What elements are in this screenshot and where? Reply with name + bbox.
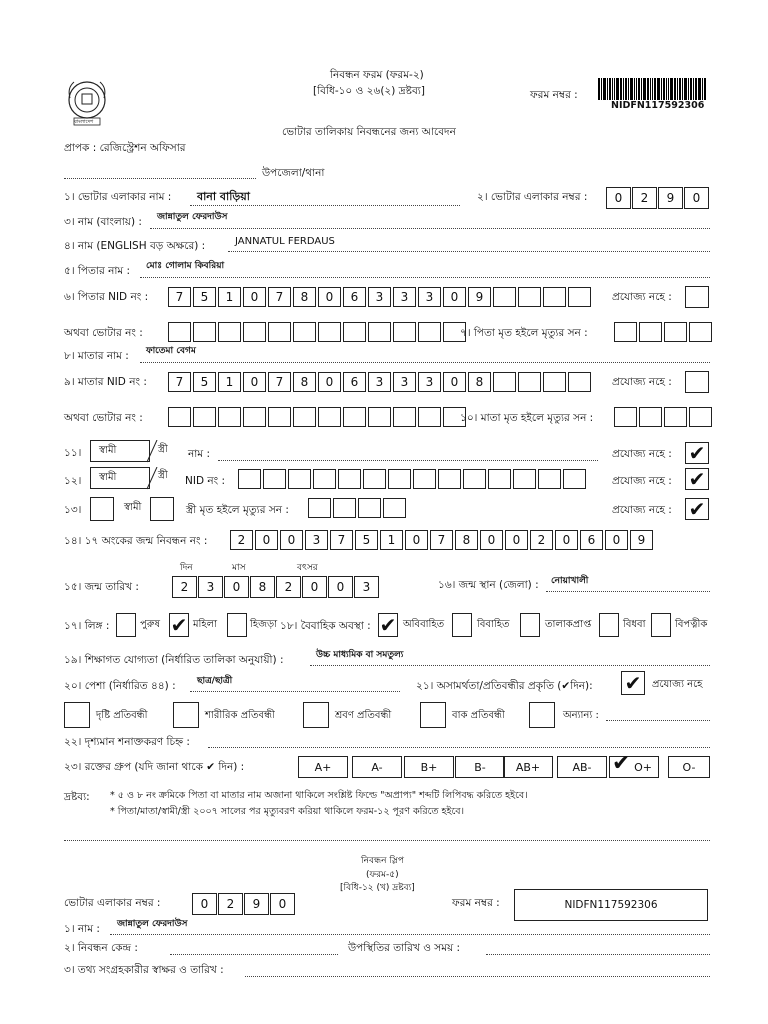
- digit-cell: [308, 498, 331, 518]
- digit-cell: [413, 469, 436, 489]
- speech-disability-checkbox[interactable]: [420, 702, 446, 728]
- father-voter-no-grid[interactable]: [168, 322, 468, 342]
- blood-group-label-text: ২৩। রক্তের গ্রুপ (যদি জানা থাকে: [64, 761, 203, 773]
- digit-cell: 0: [243, 287, 266, 307]
- digit-cell: [338, 469, 361, 489]
- digit-cell: 2: [172, 576, 197, 598]
- father-name-line[interactable]: [140, 277, 710, 278]
- spouse-nid-grid[interactable]: [238, 469, 588, 489]
- digit-cell: 8: [293, 372, 316, 392]
- voter-area-name-label: ১। ভোটার এলাকার নাম :: [64, 191, 172, 203]
- disability-label-text: ২১। অসামর্থতা/প্রতিবন্ধীর প্রকৃতি (: [416, 680, 562, 692]
- digit-cell: [568, 372, 591, 392]
- digit-cell: [614, 407, 637, 427]
- digit-cell: 9: [244, 893, 269, 915]
- digit-cell: [218, 407, 241, 427]
- digit-cell: [488, 469, 511, 489]
- digit-cell: [388, 469, 411, 489]
- father-death-year-label: ৭। পিতা মৃত হইলে মৃত্যুর সন :: [460, 327, 588, 339]
- digit-cell: 0: [605, 530, 628, 550]
- digit-cell: 2: [218, 893, 243, 915]
- spouse-name-na-label: প্রযোজ্য নহে :: [612, 448, 672, 460]
- tick-icon: ✔: [206, 761, 216, 773]
- digit-cell: [193, 407, 216, 427]
- digit-cell: [518, 372, 541, 392]
- digit-cell: [543, 287, 566, 307]
- digit-cell: 8: [293, 287, 316, 307]
- digit-cell: 1: [218, 287, 241, 307]
- digit-cell: 0: [606, 187, 631, 209]
- digit-cell: [333, 498, 356, 518]
- mother-name-label: ৮। মাতার নাম :: [64, 350, 129, 362]
- digit-cell: 0: [480, 530, 503, 550]
- dob-label: ১৫। জন্ম তারিখ :: [64, 581, 139, 593]
- digit-cell: [463, 469, 486, 489]
- digit-cell: [358, 498, 381, 518]
- slip-name-line[interactable]: [110, 934, 710, 935]
- unmarried-label: অবিবাহিত: [403, 619, 445, 630]
- other-disability-line[interactable]: [606, 720, 710, 721]
- wife-death-year-label: স্ত্রী মৃত হইলে মৃত্যুর সন :: [186, 504, 289, 516]
- digit-cell: [193, 322, 216, 342]
- form-subtitle: [বিধি-১০ ও ২৬(২) দ্রষ্টব্য]: [313, 85, 425, 97]
- slip-area-number-grid[interactable]: [192, 893, 296, 915]
- slip-form-number-label: ফরম নম্বর :: [452, 897, 500, 909]
- mother-death-year-label: ১০। মাতা মৃত হইলে মৃত্যুর সন :: [460, 412, 594, 424]
- blood-group-ab-neg[interactable]: AB-: [557, 756, 607, 778]
- father-nid-grid[interactable]: [168, 287, 593, 307]
- third-gender-label: হিজড়া: [250, 619, 278, 630]
- digit-cell: 9: [630, 530, 653, 550]
- mother-nid-grid[interactable]: [168, 372, 593, 392]
- mother-name-value: ফাতেমা বেগম: [146, 346, 196, 356]
- digit-cell: 3: [354, 576, 379, 598]
- digit-cell: 8: [468, 372, 491, 392]
- upazila-line[interactable]: [64, 178, 256, 179]
- checkmark-icon: ✔: [688, 467, 706, 491]
- blood-group-b-pos[interactable]: B+: [404, 756, 454, 778]
- digit-cell: [368, 322, 391, 342]
- digit-cell: [218, 322, 241, 342]
- checkmark-icon: ✔: [624, 671, 642, 695]
- digit-cell: 0: [243, 372, 266, 392]
- upazila-label: উপজেলা/থানা: [262, 167, 325, 179]
- digit-cell: 2: [230, 530, 253, 550]
- digit-cell: [563, 469, 586, 489]
- mother-voter-no-grid[interactable]: [168, 407, 468, 427]
- digit-cell: 1: [218, 372, 241, 392]
- slip-area-label: ভোটার এলাকার নম্বর :: [64, 897, 161, 909]
- slip-form: (ফরম-৫): [366, 870, 399, 880]
- sight-disability-label: দৃষ্টি প্রতিবন্ধী: [96, 710, 148, 721]
- digit-cell: 0: [224, 576, 249, 598]
- digit-cell: 7: [330, 530, 353, 550]
- husband-box[interactable]: [90, 440, 150, 462]
- wife-checkbox[interactable]: [150, 497, 174, 521]
- voter-area-number-label: ২। ভোটার এলাকার নম্বর :: [477, 191, 588, 203]
- digit-cell: [664, 407, 687, 427]
- voter-area-name-line[interactable]: [190, 205, 460, 206]
- female-checkbox[interactable]: [169, 613, 189, 637]
- digit-cell: [168, 322, 191, 342]
- widower-checkbox[interactable]: [651, 613, 671, 637]
- father-nid-na-checkbox[interactable]: [685, 286, 709, 308]
- disability-na-checkbox[interactable]: [621, 671, 645, 695]
- blood-group-o-neg[interactable]: O-: [668, 756, 710, 778]
- blood-group-a-neg[interactable]: A-: [352, 756, 402, 778]
- birthplace-label: ১৬। জন্ম স্থান (জেলা) :: [438, 579, 539, 591]
- mother-nid-label: ৯। মাতার NID নং :: [64, 376, 147, 388]
- digit-cell: 5: [193, 287, 216, 307]
- emblem-caption: বাংলাদেশ: [74, 119, 94, 125]
- mother-nid-na-checkbox[interactable]: [685, 371, 709, 393]
- digit-cell: 0: [318, 287, 341, 307]
- digit-cell: 8: [250, 576, 275, 598]
- education-label: ১৯। শিক্ষাগত যোগ্যতা (নির্ধারিত তালিকা অনুযায়ী) :: [64, 654, 284, 666]
- mother-name-line[interactable]: [140, 362, 710, 363]
- digit-cell: 0: [443, 287, 466, 307]
- checkmark-icon: ✔: [379, 613, 397, 637]
- digit-cell: 0: [192, 893, 217, 915]
- slip-attendance-label: উপস্থিতির তারিখ ও সময় :: [348, 942, 461, 954]
- voter-area-name-value: বানা বাড়িয়া: [197, 190, 250, 203]
- digit-cell: 3: [418, 372, 441, 392]
- widower-label: বিপত্নীক: [675, 619, 708, 630]
- slip-title: নিবন্ধন স্লিপ: [361, 856, 404, 866]
- digit-cell: 3: [418, 287, 441, 307]
- digit-cell: 2: [632, 187, 657, 209]
- digit-cell: 0: [443, 372, 466, 392]
- digit-cell: [243, 407, 266, 427]
- digit-cell: [438, 469, 461, 489]
- digit-cell: [639, 407, 662, 427]
- digit-cell: 5: [193, 372, 216, 392]
- occupation-line[interactable]: [190, 691, 400, 692]
- digit-cell: [418, 407, 441, 427]
- digit-cell: 3: [198, 576, 223, 598]
- father-voter-no-label: অথবা ভোটার নং :: [64, 327, 143, 339]
- digit-cell: 0: [405, 530, 428, 550]
- occupation-value: ছাত্র/ছাত্রী: [197, 676, 233, 686]
- birth-reg-label: ১৪। ১৭ অংকের জন্ম নিবন্ধন নং :: [64, 535, 208, 547]
- blood-group-b-neg[interactable]: B-: [455, 756, 505, 778]
- physical-disability-checkbox[interactable]: [173, 702, 199, 728]
- digit-cell: 7: [268, 372, 291, 392]
- barcode: [598, 78, 714, 100]
- name-bangla-label: ৩। নাম (বাংলায়) :: [64, 216, 142, 228]
- note-2: * পিতা/মাতা/স্বামী/স্ত্রী ২০০৭ সালের পর মৃত্যুবরণ করিয়া থাকিলে ফরম-১২ পূরণ করিতে হইবে।: [110, 806, 464, 817]
- digit-cell: [293, 407, 316, 427]
- slash-divider: [146, 440, 158, 464]
- wife-death-year-grid[interactable]: [308, 498, 408, 518]
- speech-disability-label: বাক প্রতিবন্ধী: [452, 710, 505, 721]
- slash-divider: [146, 467, 158, 491]
- digit-cell: 0: [255, 530, 278, 550]
- digit-cell: [513, 469, 536, 489]
- digit-cell: 3: [305, 530, 328, 550]
- digit-cell: 2: [276, 576, 301, 598]
- father-nid-label: ৬। পিতার NID নং :: [64, 291, 149, 303]
- digit-cell: 0: [328, 576, 353, 598]
- male-checkbox[interactable]: [116, 613, 136, 637]
- digit-cell: [393, 407, 416, 427]
- form-title: নিবন্ধন ফরম (ফরম-২): [330, 69, 424, 81]
- married-checkbox[interactable]: [452, 613, 472, 637]
- digit-cell: [238, 469, 261, 489]
- slip-name-label: ১। নাম :: [64, 923, 100, 935]
- father-name-label: ৫। পিতার নাম :: [64, 265, 131, 277]
- application-title: ভোটার তালিকায় নিবন্ধনের জন্য আবেদন: [282, 126, 456, 138]
- recipient: প্রাপক : রেজিস্ট্রেশন অফিসার: [64, 142, 186, 154]
- blood-group-a-pos[interactable]: A+: [298, 756, 348, 778]
- birth-reg-grid[interactable]: [230, 530, 655, 550]
- widow-checkbox[interactable]: [599, 613, 619, 637]
- digit-cell: 0: [280, 530, 303, 550]
- digit-cell: [543, 372, 566, 392]
- mother-nid-na-label: প্রযোজ্য নহে :: [612, 376, 672, 388]
- spouse-name-number: ১১।: [64, 447, 82, 459]
- slip-form-number: NIDFN117592306: [564, 899, 658, 911]
- digit-cell: [318, 407, 341, 427]
- voter-area-number-grid[interactable]: [606, 187, 710, 209]
- slip-signature-line[interactable]: [245, 976, 710, 977]
- digit-cell: 6: [343, 287, 366, 307]
- digit-cell: 7: [430, 530, 453, 550]
- checkmark-icon: ✔: [170, 613, 188, 637]
- spouse-name-label: নাম :: [188, 448, 211, 460]
- hearing-disability-label: শ্রবণ প্রতিবন্ধী: [335, 710, 392, 721]
- spouse-nid-label: NID নং :: [185, 475, 226, 487]
- slip-form-number-box: [514, 889, 708, 921]
- digit-cell: 3: [393, 287, 416, 307]
- digit-cell: [393, 322, 416, 342]
- digit-cell: [418, 322, 441, 342]
- digit-cell: 0: [555, 530, 578, 550]
- digit-cell: 1: [380, 530, 403, 550]
- digit-cell: [288, 469, 311, 489]
- digit-cell: 2: [530, 530, 553, 550]
- blood-group-o-pos[interactable]: [609, 751, 659, 778]
- digit-cell: [168, 407, 191, 427]
- disability-label-text-2: দিন):: [570, 680, 593, 692]
- digit-cell: 7: [168, 287, 191, 307]
- husband-label: স্বামী: [99, 444, 117, 456]
- education-value: উচ্চ মাধ্যমিক বা সমতুল্য: [316, 650, 404, 660]
- spouse-death-na-label: প্রযোজ্য নহে :: [612, 504, 672, 516]
- marital-label: ১৮। বৈবাহিক অবস্থা :: [280, 620, 371, 632]
- digit-cell: [689, 407, 712, 427]
- digit-cell: [493, 287, 516, 307]
- spouse-death-na-checkbox[interactable]: [685, 498, 709, 520]
- digit-cell: 0: [302, 576, 327, 598]
- digit-cell: 9: [658, 187, 683, 209]
- digit-cell: [243, 322, 266, 342]
- digit-cell: [518, 287, 541, 307]
- disability-na-label: প্রযোজ্য নহে: [652, 679, 703, 690]
- slip-attendance-line[interactable]: [486, 954, 710, 955]
- digit-cell: 3: [368, 287, 391, 307]
- father-nid-na-label: প্রযোজ্য নহে :: [612, 291, 672, 303]
- husband-box[interactable]: [90, 467, 150, 489]
- digit-cell: 7: [268, 287, 291, 307]
- digit-cell: [268, 322, 291, 342]
- wife-label: স্ত্রী: [158, 444, 168, 455]
- digit-cell: 9: [468, 287, 491, 307]
- digit-cell: [313, 469, 336, 489]
- divorced-checkbox[interactable]: [520, 613, 540, 637]
- mother-death-year-grid[interactable]: [614, 407, 714, 427]
- digit-cell: [383, 498, 406, 518]
- education-line[interactable]: [310, 665, 710, 666]
- name-bangla-value: জান্নাতুল ফেরদাউস: [157, 212, 228, 222]
- digit-cell: 6: [580, 530, 603, 550]
- third-gender-checkbox[interactable]: [227, 613, 247, 637]
- wife-label: স্ত্রী: [158, 470, 168, 481]
- slip-rule: [বিধি-১২ (খ) দ্রষ্টব্য]: [340, 883, 415, 893]
- digit-cell: [268, 407, 291, 427]
- mother-voter-no-label: অথবা ভোটার নং :: [64, 412, 143, 424]
- father-name-value: মোঃ গোলাম কিবরিয়া: [146, 261, 225, 271]
- spouse-nid-na-checkbox[interactable]: [685, 468, 709, 490]
- slip-center-label: ২। নিবন্ধন কেন্দ্র :: [64, 942, 138, 954]
- other-disability-label: অন্যান্য :: [563, 710, 599, 721]
- widow-label: বিধবা: [623, 619, 646, 630]
- digit-cell: 0: [505, 530, 528, 550]
- checkmark-icon: ✔: [612, 751, 631, 776]
- digit-cell: 8: [455, 530, 478, 550]
- blood-group-ab-pos[interactable]: AB+: [503, 756, 553, 778]
- barcode-number: NIDFN117592306: [611, 100, 705, 111]
- digit-cell: 6: [343, 372, 366, 392]
- spouse-nid-number: ১২।: [64, 475, 82, 487]
- digit-cell: 7: [168, 372, 191, 392]
- digit-cell: 0: [270, 893, 295, 915]
- unmarried-checkbox[interactable]: [378, 613, 398, 637]
- notes-heading: দ্রষ্টব্য:: [64, 791, 90, 803]
- digit-cell: [568, 287, 591, 307]
- dob-grid[interactable]: [172, 576, 380, 598]
- female-label: মহিলা: [193, 619, 218, 630]
- digit-cell: [538, 469, 561, 489]
- physical-disability-label: শারীরিক প্রতিবন্ধী: [205, 710, 275, 721]
- spouse-name-line[interactable]: [218, 460, 598, 461]
- note-1: * ৫ ও ৮ নং ক্রমিকে পিতা বা মাতার নাম অজানা থাকিলে সংশ্লিষ্ট ফিল্ডে "অপ্রাপ্য" শব্দটি লিপিবদ্ধ করিতে হইবে।: [110, 790, 528, 801]
- digit-cell: [263, 469, 286, 489]
- hearing-disability-checkbox[interactable]: [303, 702, 329, 728]
- name-english-value: JANNATUL FERDAUS: [235, 236, 335, 247]
- husband-label: স্বামী: [124, 502, 142, 513]
- identification-mark-label: ২২। দৃশ্যমান শনাক্তকরণ চিহ্ন :: [64, 736, 190, 748]
- digit-cell: 3: [393, 372, 416, 392]
- spouse-nid-na-label: প্রযোজ্য নহে :: [612, 475, 672, 487]
- married-label: বিবাহিত: [477, 619, 510, 630]
- dob-month-head: মাস: [232, 563, 246, 573]
- digit-cell: [343, 322, 366, 342]
- form-number-label: ফরম নম্বর :: [530, 89, 578, 101]
- digit-cell: [664, 322, 687, 342]
- digit-cell: [493, 372, 516, 392]
- name-english-label: ৪। নাম (ENGLISH বড় অক্ষরে) :: [64, 240, 206, 252]
- spouse-name-na-checkbox[interactable]: [685, 442, 709, 464]
- slip-name-value: জান্নাতুল ফেরদাউস: [117, 919, 188, 929]
- tick-icon: ✔: [561, 680, 571, 692]
- father-death-year-grid[interactable]: [614, 322, 714, 342]
- digit-cell: [363, 469, 386, 489]
- blood-group-o-pos-label: O+: [634, 760, 652, 774]
- digit-cell: [293, 322, 316, 342]
- spouse-death-number: ১৩।: [64, 504, 82, 516]
- dob-year-head: বৎসর: [297, 563, 318, 573]
- slip-signature-label: ৩। তথ্য সংগ্রহকারীর স্বাক্ষর ও তারিখ :: [64, 964, 224, 976]
- digit-cell: [639, 322, 662, 342]
- identification-mark-line[interactable]: [208, 747, 710, 748]
- blood-group-label: [64, 762, 244, 773]
- checkmark-icon: ✔: [688, 441, 706, 465]
- husband-label: স্বামী: [99, 471, 117, 483]
- digit-cell: [368, 407, 391, 427]
- other-disability-checkbox[interactable]: [529, 702, 555, 728]
- digit-cell: 3: [368, 372, 391, 392]
- digit-cell: 5: [355, 530, 378, 550]
- blood-group-label-text-2: দিন) :: [218, 761, 245, 773]
- digit-cell: 0: [318, 372, 341, 392]
- disability-label: [416, 681, 593, 692]
- name-english-line[interactable]: [228, 251, 710, 252]
- birthplace-line[interactable]: [546, 591, 710, 592]
- male-label: পুরুষ: [140, 619, 160, 630]
- notes-line: [64, 840, 710, 841]
- digit-cell: [318, 322, 341, 342]
- divorced-label: তালাকপ্রাপ্ত: [545, 619, 592, 630]
- dob-day-head: দিন: [180, 563, 193, 573]
- digit-cell: 0: [684, 187, 709, 209]
- slip-center-line[interactable]: [170, 954, 338, 955]
- husband-checkbox[interactable]: [90, 497, 114, 521]
- name-bangla-line[interactable]: [150, 228, 710, 229]
- occupation-label: ২০। পেশা (নির্ধারিত ৪৪) :: [64, 680, 176, 692]
- digit-cell: [689, 322, 712, 342]
- digit-cell: [343, 407, 366, 427]
- sight-disability-checkbox[interactable]: [64, 702, 90, 728]
- digit-cell: [614, 322, 637, 342]
- gender-label: ১৭। লিঙ্গ :: [64, 620, 110, 632]
- birthplace-value: নোয়াখালী: [551, 576, 589, 586]
- checkmark-icon: ✔: [688, 497, 706, 521]
